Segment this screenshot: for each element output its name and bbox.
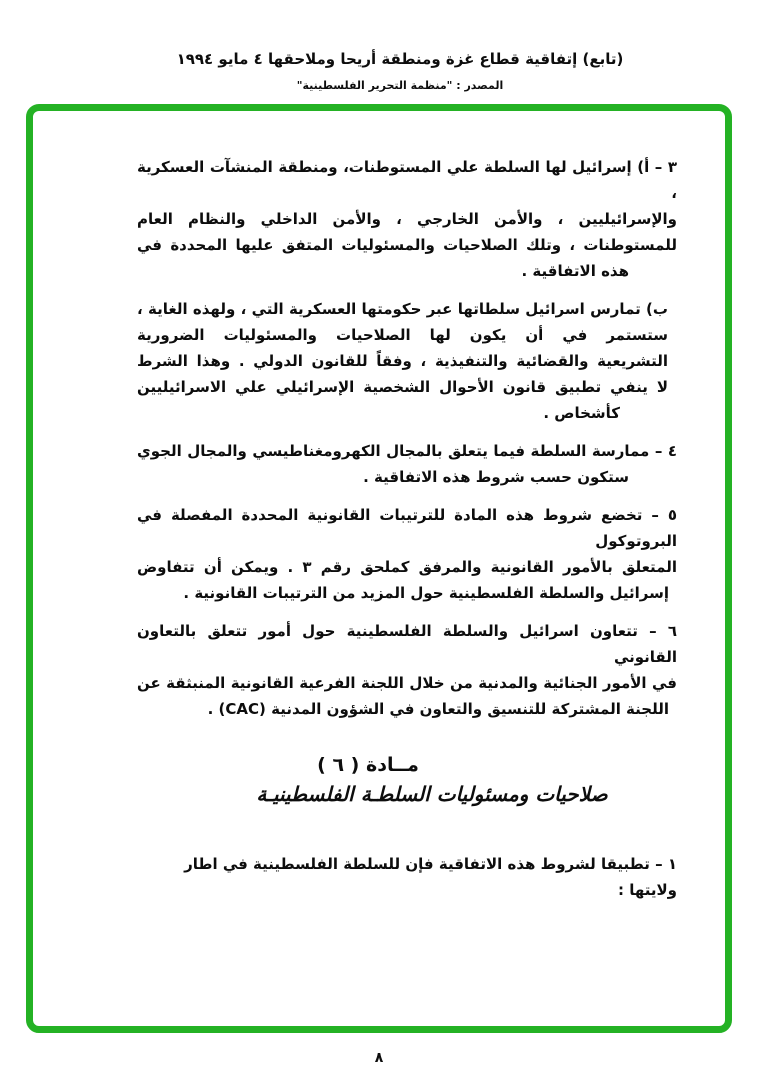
text-line: ٤ – ممارسة السلطة فيما يتعلق بالمجال الكهرومغناطيسي والمجال الجوي xyxy=(137,442,677,460)
article-item-1: ١ – تطبيقا لشروط هذه الاتفاقية فإن للسلطة الفلسطينية في اطار ولايتها : xyxy=(184,855,677,899)
text-line: للمستوطنات ، وتلك الصلاحيات والمسئوليات المتفق عليها المحددة في xyxy=(137,236,677,254)
text-line: ٦ – تتعاون اسرائيل والسلطة الفلسطينية حول أمور تتعلق بالتعاون القانوني xyxy=(137,622,677,666)
text-line: ستستمر في أن يكون لها الصلاحيات والمسئوليات الضرورية xyxy=(137,326,668,344)
text-line: ٥ – تخضع شروط هذه المادة للترتيبات القانونية المحددة المفصلة في البروتوكول xyxy=(137,506,677,550)
article-subtitle: صلاحيات ومسئوليات السلطـة الفلسطينيـة xyxy=(256,782,608,806)
paragraph xyxy=(137,438,677,490)
text-line: إسرائيل والسلطة الفلسطينية حول المزيد من الترتيبات القانونية . xyxy=(183,584,669,602)
text-line: ٣ – أ) إسرائيل لها السلطة علي المستوطنات، ومنطقة المنشآت العسكرية ، xyxy=(137,158,677,202)
text-line: ستكون حسب شروط هذه الاتفاقية . xyxy=(363,468,629,486)
text-line: المتعلق بالأمور القانونية والمرفق كملحق رقم ٣ . ويمكن أن تتفاوض xyxy=(137,558,678,576)
text-line: لا ينفي تطبيق قانون الأحوال الشخصية الإسرائيلي علي الاسرائيليين xyxy=(137,378,668,396)
text-line: ب) تمارس اسرائيل سلطاتها عبر حكومتها العسكرية التي ، ولهذه الغاية ، xyxy=(137,300,668,318)
article-heading: مــادة ( ٦ ) xyxy=(317,754,419,776)
text-line: والإسرائيليين ، والأمن الخارجي ، والأمن الداخلي والنظام العام xyxy=(137,210,677,228)
document-title: (تابع) إتفاقية قطاع غزة ومنطقة أريحا وملاحقها ٤ مايو ١٩٩٤ xyxy=(176,50,624,68)
paragraph-list xyxy=(137,154,677,722)
paragraph xyxy=(137,296,677,426)
text-line: كأشخاص . xyxy=(543,404,620,422)
paragraph xyxy=(137,618,677,722)
text-line: في الأمور الجنائية والمدنية من خلال اللجنة الفرعية القانونية المنبثقة عن xyxy=(137,674,677,692)
document-source-line: المصدر : "منظمة التحرير الفلسطينية" xyxy=(296,79,504,92)
paragraph xyxy=(137,502,677,606)
text-line: التشريعية والقضائية والتنفيذية ، وفقاً للقانون الدولي . وهذا الشرط xyxy=(137,352,668,370)
paragraph xyxy=(137,154,677,284)
text-line: هذه الاتفاقية . xyxy=(521,262,629,280)
page-number: ٨ xyxy=(374,1050,384,1066)
document-body xyxy=(137,154,677,903)
text-line: اللجنة المشتركة للتنسيق والتعاون في الشؤون المدنية (CAC) . xyxy=(207,700,669,718)
